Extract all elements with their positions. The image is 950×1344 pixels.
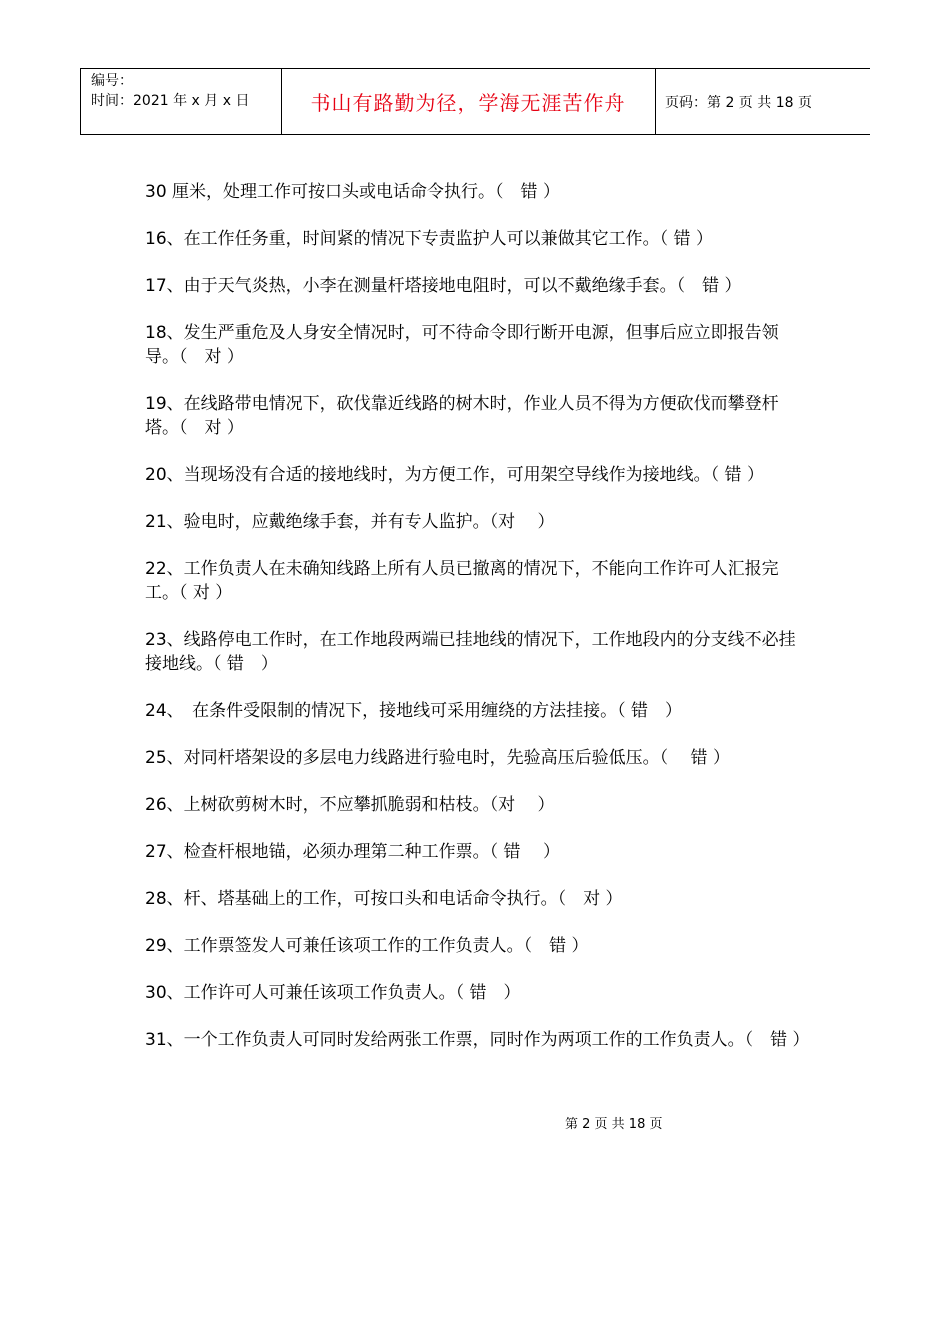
list-item: 16、在工作任务重，时间紧的情况下专责监护人可以兼做其它工作。（ 错 ）	[145, 229, 713, 249]
list-item: 28、杆、塔基础上的工作，可按口头和电话命令执行。（ 对 ）	[145, 889, 623, 909]
list-item: 27、检查杆根地锚，必须办理第二种工作票。（ 错 ）	[145, 842, 560, 862]
list-item: 22、工作负责人在未确知线路上所有人员已撤离的情况下，不能向工作许可人汇报完工。（ 对 ）	[145, 559, 779, 603]
list-item: 19、在线路带电情况下，砍伐靠近线路的树木时，作业人员不得为方便砍伐而攀登杆塔。（ 对 ）	[145, 394, 779, 438]
list-item: 26、上树砍剪树木时，不应攀抓脆弱和枯枝。（对 ）	[145, 795, 555, 815]
list-item: 21、验电时，应戴绝缘手套，并有专人监护。（对 ）	[145, 512, 555, 532]
list-item: 18、发生严重危及人身安全情况时，可不待命令即行断开电源，但事后应立即报告领导。（ 对 ）	[145, 323, 779, 367]
list-item: 17、由于天气炎热，小李在测量杆塔接地电阻时，可以不戴绝缘手套。（ 错 ）	[145, 276, 742, 296]
divider	[655, 69, 656, 134]
page-label: 页码：第 2 页 共 18 页	[665, 94, 812, 111]
list-item: 30、工作许可人可兼任该项工作负责人。（ 错 ）	[145, 983, 521, 1003]
list-item: 31、一个工作负责人可同时发给两张工作票，同时作为两项工作的工作负责人。（ 错 ）	[145, 1030, 810, 1050]
header-left	[91, 71, 249, 111]
footer-page-number: 第 2 页 共 18 页	[565, 1117, 663, 1132]
list-item: 30 厘米，处理工作可按口头或电话命令执行。（ 错 ）	[145, 182, 560, 202]
number-label: 编号：	[91, 73, 133, 89]
list-item: 24、 在条件受限制的情况下，接地线可采用缠绕的方法挂接。（ 错 ）	[145, 701, 683, 721]
date-label: 时间：2021 年 x 月 x 日	[91, 93, 250, 109]
header-table	[80, 68, 870, 135]
list-item: 23、线路停电工作时，在工作地段两端已挂地线的情况下，工作地段内的分支线不必挂接地线。（ 错 ）	[145, 630, 796, 674]
question-list	[145, 180, 810, 1075]
list-item: 25、对同杆塔架设的多层电力线路进行验电时，先验高压后验低压。（ 错 ）	[145, 748, 730, 768]
list-item: 29、工作票签发人可兼任该项工作的工作负责人。（ 错 ）	[145, 936, 589, 956]
motto: 书山有路勤为径，学海无涯苦作舟	[310, 91, 626, 115]
list-item: 20、当现场没有合适的接地线时，为方便工作，可用架空导线作为接地线。（ 错 ）	[145, 465, 764, 485]
